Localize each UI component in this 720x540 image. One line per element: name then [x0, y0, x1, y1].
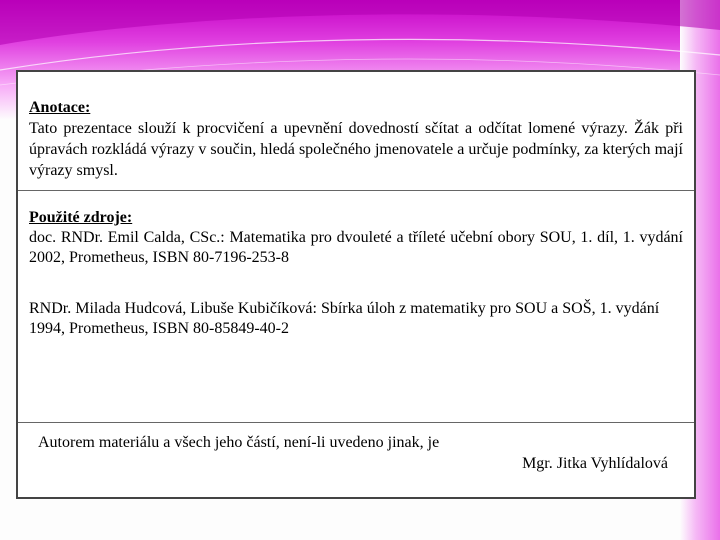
source-item: doc. RNDr. Emil Calda, CSc.: Matematika pro dvouleté a tříleté učební obory SOU, 1. díl, 1. vydání 2002, Prometheus, ISBN 80-7196-253-8 [29, 229, 683, 266]
annotation-section [18, 98, 694, 181]
author-section [18, 432, 694, 474]
sources-section [18, 208, 694, 268]
section-divider [18, 422, 694, 423]
author-statement: Autorem materiálu a všech jeho částí, není-li uvedeno jinak, je [38, 434, 440, 451]
source-item: RNDr. Milada Hudcová, Libuše Kubičíková: Sbírka úloh z matematiky pro SOU a SOŠ, 1. vydání 1994, Prometheus, ISBN 80-85849-40-2 [29, 300, 660, 337]
content-card [16, 70, 696, 499]
section-divider [18, 190, 694, 191]
annotation-text: Tato prezentace slouží k procvičení a upevnění dovedností sčítat a odčítat lomené výrazy. Žák při úpravách rozkládá výrazy v součin, hledá společného jmenovatele a určuje podmínky, za kterých mají výrazy smysl. [29, 120, 683, 179]
author-name: Mgr. Jitka Vyhlídalová [522, 455, 668, 472]
annotation-heading: Anotace: [29, 99, 91, 116]
sources-section-continued [18, 299, 694, 339]
sources-heading: Použité zdroje: [29, 209, 133, 226]
